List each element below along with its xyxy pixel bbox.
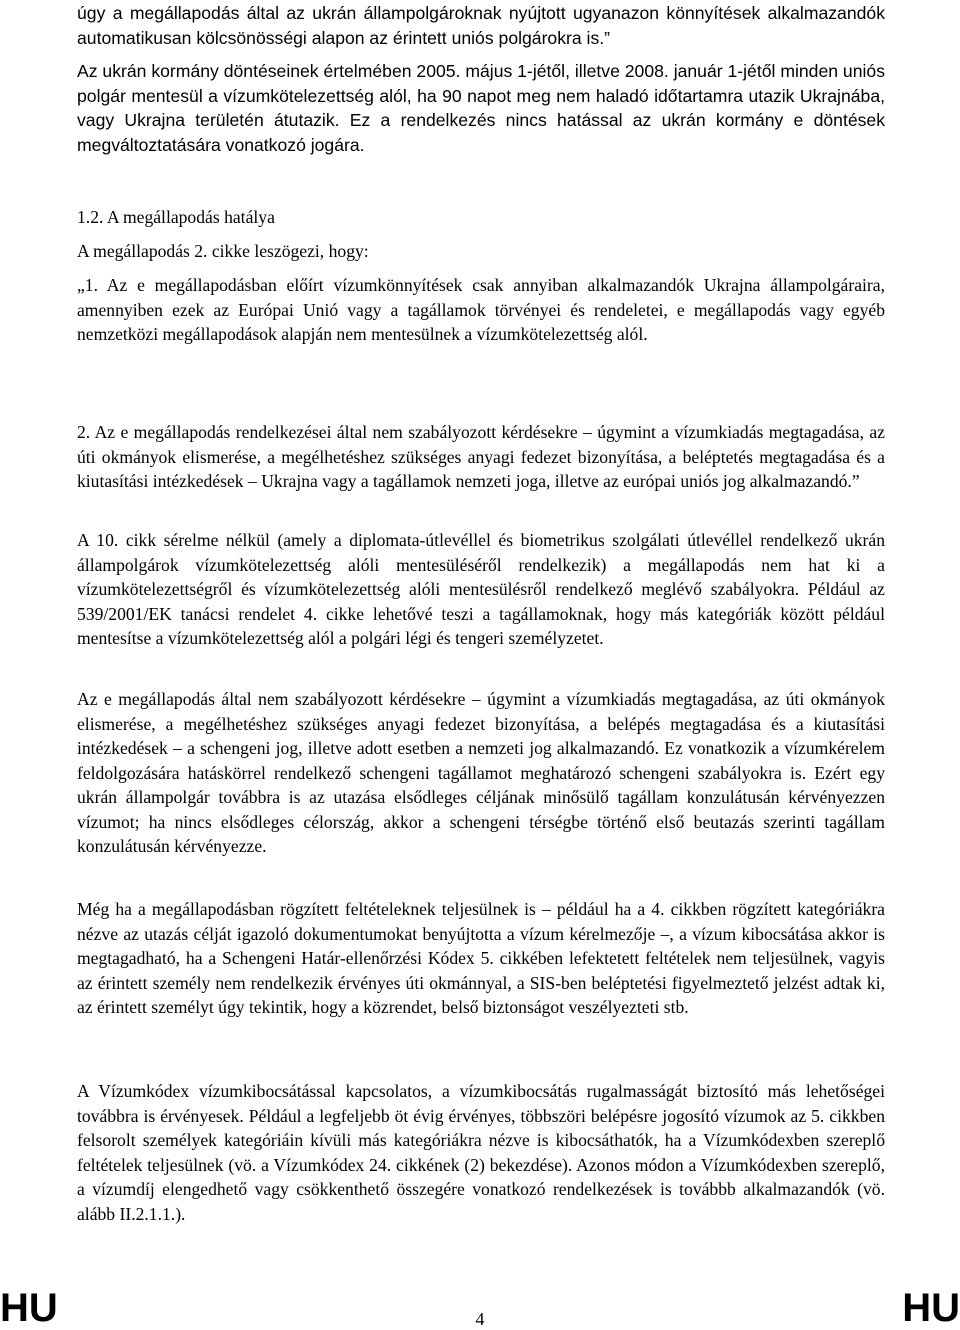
paragraph-7: A Vízumkódex vízumkibocsátással kapcsolatos, a vízumkibocsátás rugalmasságát biztosító más lehetőségei továbbra is érvényesek. Például a legfeljebb öt évig érvényes, többszöri belépésre jogosító vízumok az 5. cikkben felsorolt személyek kategóriáin kívüli más kategóriákra nézve is kibocsáthatók, ha a Vízumkódexben szereplő feltételek teljesülnek (vö. a Vízumkódex 24. cikkének (2) bekezdése). Azonos módon a Vízumkódexben szereplő, a vízumdíj elengedhető vagy csökkenthető összegére vonatkozó rendelkezések is továbbb alkalmazandók (vö. alább II.2.1.1.). [77, 1081, 885, 1224]
paragraph-2: Az ukrán kormány döntéseinek értelmében 2005. május 1-jétől, illetve 2008. január 1-jétől minden uniós polgár mentesül a vízumkötelezettség alól, ha 90 napot meg nem haladó időtartamra utazik Ukrajnába, vagy Ukrajna területén átutazik. Ez a rendelkezés nincs hatással az ukrán kormány e döntések megváltoztatására vonatkozó jogára. [77, 61, 885, 155]
footer-lang-left: HU [0, 1286, 58, 1330]
paragraph-1: úgy a megállapodás által az ukrán állampolgároknak nyújtott ugyanazon könnyítések alkalmazandók automatikusan kölcsönösségi alapon az érintett uniós polgárokra is.” [77, 3, 885, 48]
quote-point-2: 2. Az e megállapodás rendelkezései által nem szabályozott kérdésekre ‒ úgymint a vízumkiadás megtagadása, az úti okmányok elismerése, a megélhetéshez szükséges anyagi fedezet bizonyítása, a beléptetés megtagadása és a kiutasítási intézkedések ‒ Ukrajna vagy a tagállamok nemzeti joga, illetve az európai uniós jog alkalmazandó.” [77, 422, 885, 491]
quote-point-1: „1. Az e megállapodásban előírt vízumkönnyítések csak annyiban alkalmazandók Ukrajna állampolgáraira, amennyiben ezek az Európai Unió vagy a tagállamok törvényei és rendeletei, e megállapodás vagy egyéb nemzetközi megállapodások alapján nem mentesülnek a vízumkötelezettség alól. [77, 275, 885, 344]
paragraph-6: Még ha a megállapodásban rögzített feltételeknek teljesülnek is ‒ például ha a 4. cikkben rögzített kategóriákra nézve az utazás célját igazoló dokumentumokat benyújtotta a vízum kérelmezője ‒, a vízum kibocsátása akkor is megtagadható, ha a Schengeni Határ-ellenőrzési Kódex 5. cikkében lefektetett feltételek nem teljesülnek, vagyis az érintett személy nem rendelkezik érvényes úti okmánnyal, a SIS-ben beléptetési figyelmeztető jelzést adtak ki, az érintett személyt úgy tekintik, hogy a közrendet, belső biztonságot veszélyezteti stb. [77, 899, 885, 1017]
footer-lang-right: HU [902, 1286, 960, 1330]
page-number: 4 [475, 1309, 485, 1329]
section-heading: 1.2. A megállapodás hatálya [77, 207, 275, 227]
paragraph-5: Az e megállapodás által nem szabályozott kérdésekre ‒ úgymint a vízumkiadás megtagadása, az úti okmányok elismerése, a megélhetéshez szükséges anyagi fedezet bizonyítása, a belépés megtagadása és a kiutasítási intézkedések ‒ a schengeni jog, illetve adott esetben a nemzeti jog alkalmazandó. Ez vonatkozik a vízumkérelem feldolgozására hatáskörrel rendelkező schengeni tagállamot meghatározó schengeni szabályokra is. Ezért egy ukrán állampolgár továbbra is az utazása elsődleges céljának minősülő tagállam konzulátusán kérvényezzen vízumot; ha nincs elsődleges célország, akkor a schengeni térségbe történő első beutazás szerinti tagállam konzulátusán kérvényezze. [77, 689, 885, 856]
paragraph-4: A 10. cikk sérelme nélkül (amely a diplomata-útlevéllel és biometrikus szolgálati útlevéllel rendelkező ukrán állampolgárok vízumkötelezettség alóli mentesüléséről rendelkezik) a megállapodás nem hat ki a vízumkötelezettségről és vízumkötelezettség alóli mentesülésről rendelkező meglévő szabályokra. Például az 539/2001/EK tanácsi rendelet 4. cikke lehetővé teszi a tagállamoknak, hogy más kategóriák között például mentesítse a vízumkötelezettség alól a polgári légi és tengeri személyzetet. [77, 530, 885, 648]
paragraph-3: A megállapodás 2. cikke leszögezi, hogy: [77, 241, 369, 261]
